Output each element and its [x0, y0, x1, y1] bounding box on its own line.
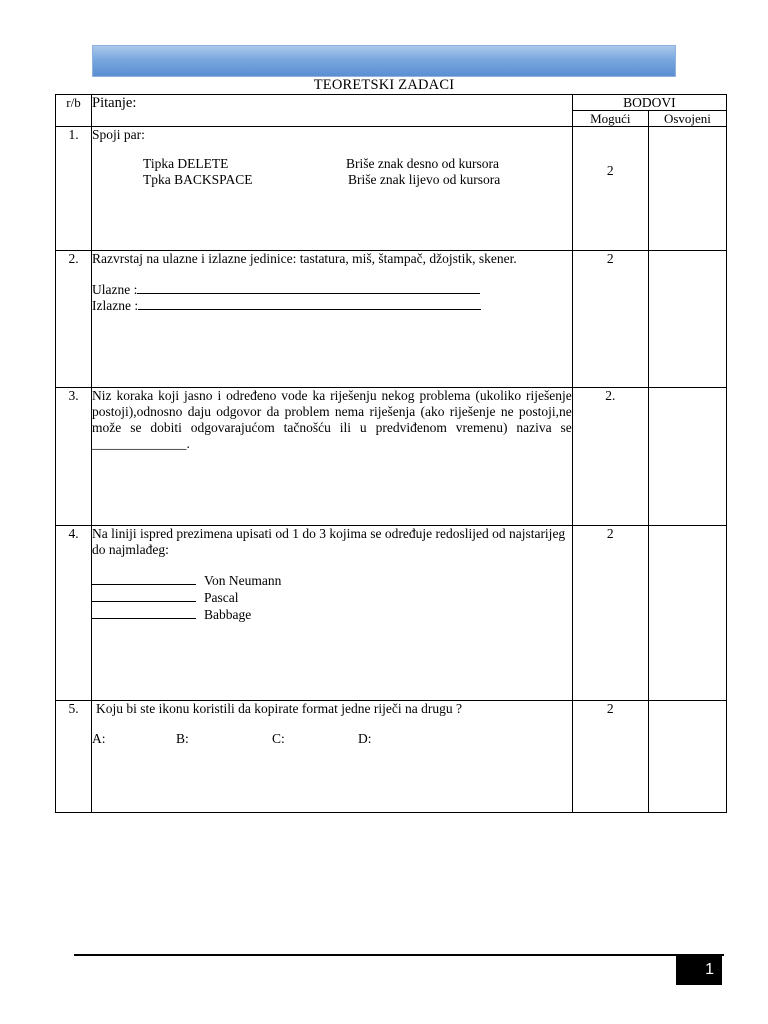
header-earned: Osvojeni — [648, 111, 726, 127]
answer-label-input: Ulazne : — [92, 282, 138, 297]
earned-points-cell[interactable] — [648, 251, 726, 388]
pair-right: Briše znak lijevo od kursora — [348, 172, 501, 187]
question-cell — [92, 251, 573, 388]
earned-points-cell[interactable] — [648, 388, 726, 526]
order-name: Pascal — [204, 590, 239, 605]
page-number: 1 — [676, 955, 722, 985]
row-number: 2. — [56, 251, 92, 388]
order-item — [92, 589, 572, 606]
question-intro: Spoji par: — [92, 127, 145, 142]
possible-points: 2 — [572, 127, 648, 251]
option-b[interactable]: B: — [176, 731, 189, 746]
table-row — [56, 701, 727, 813]
order-name: Von Neumann — [204, 573, 282, 588]
answer-options — [92, 731, 572, 747]
pair-row — [92, 172, 572, 188]
footer-rule — [74, 954, 724, 956]
document-title: TEORETSKI ZADACI — [313, 77, 455, 93]
option-c[interactable]: C: — [272, 731, 285, 746]
possible-points: 2. — [572, 388, 648, 526]
pair-right: Briše znak desno od kursora — [346, 156, 500, 171]
row-number: 1. — [56, 127, 92, 251]
question-cell — [92, 701, 573, 813]
possible-points: 2 — [572, 701, 648, 813]
order-item — [92, 606, 572, 623]
possible-points: 2 — [572, 251, 648, 388]
possible-points: 2 — [572, 526, 648, 701]
header-question: Pitanje: — [92, 95, 573, 127]
earned-points-cell[interactable] — [648, 127, 726, 251]
header-rb: r/b — [56, 95, 92, 127]
order-blank-input[interactable] — [92, 572, 196, 585]
earned-points-cell[interactable] — [648, 526, 726, 701]
answer-line-output[interactable] — [138, 298, 481, 310]
question-text: Niz koraka koji jasno i određeno vode ka riješenju nekog problema (ukoliko riješenje postoji),odnosno daju odgovor da problem nema riješenja (ako riješenje ne postoji,ne može se dobiti odgovarajućom tačnošću ili u predviđenom vremenu) naziva se ______________. — [92, 388, 572, 451]
pair-left: Tipka DELETE — [143, 156, 229, 171]
order-name: Babbage — [204, 607, 252, 622]
question-cell — [92, 127, 573, 251]
pair-row — [92, 156, 572, 172]
answer-line-input[interactable] — [137, 282, 480, 294]
row-number: 5. — [56, 701, 92, 813]
question-cell — [92, 388, 573, 526]
option-d[interactable]: D: — [358, 731, 372, 746]
question-text: Koju bi ste ikonu koristili da kopirate format jedne riječi na drugu ? — [96, 701, 462, 716]
question-cell — [92, 526, 573, 701]
table-row — [56, 127, 727, 251]
question-text: Na liniji ispred prezimena upisati od 1 do 3 kojima se određuje redoslijed od najstarijeg do najmlađeg: — [92, 526, 566, 557]
row-number: 4. — [56, 526, 92, 701]
header-points: BODOVI — [572, 95, 726, 111]
table-header-row — [56, 95, 727, 111]
order-item — [92, 572, 572, 589]
order-blank-input[interactable] — [92, 606, 196, 619]
table-row — [56, 526, 727, 701]
row-number: 3. — [56, 388, 92, 526]
pair-left: Tpka BACKSPACE — [143, 172, 253, 187]
earned-points-cell[interactable] — [648, 701, 726, 813]
table-row — [56, 388, 727, 526]
order-blank-input[interactable] — [92, 589, 196, 602]
option-a[interactable]: A: — [92, 731, 106, 746]
table-row — [56, 251, 727, 388]
header-possible: Mogući — [572, 111, 648, 127]
answer-label-output: Izlazne : — [92, 298, 139, 313]
question-text: Razvrstaj na ulazne i izlazne jedinice: tastatura, miš, štampač, džojstik, skener. — [92, 251, 517, 266]
questions-table — [55, 94, 727, 813]
header-banner — [92, 45, 676, 77]
